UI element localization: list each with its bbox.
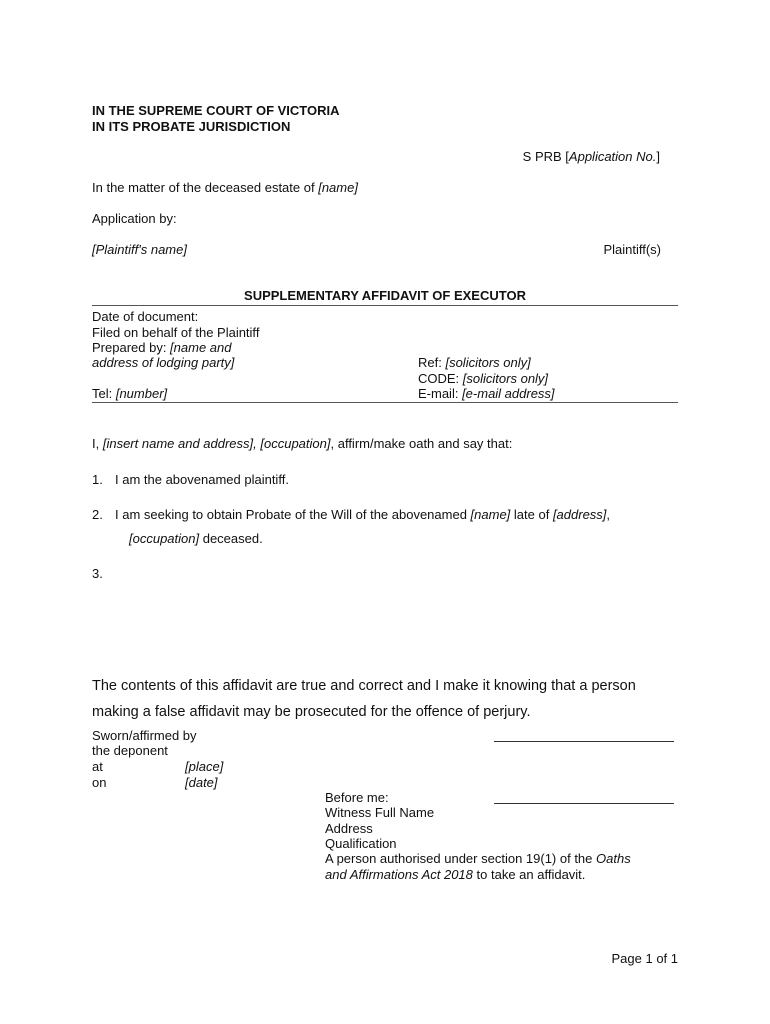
deceased-name: [name] <box>318 180 358 195</box>
before-me: Before me: <box>325 790 389 805</box>
telephone: Tel: [number] <box>92 386 168 401</box>
details-divider <box>92 402 678 403</box>
prepared-by-address: address of lodging party] <box>92 355 235 370</box>
on-label: on <box>92 775 107 790</box>
prepared-by: Prepared by: [name and <box>92 340 232 355</box>
plaintiff-name: [Plaintiff's name] <box>92 242 187 257</box>
application-number-placeholder: Application No. <box>568 149 657 164</box>
witness-full-name: Witness Full Name <box>325 805 435 820</box>
oath-statement: I, [insert name and address], [occupation], affirm/make oath and say that: <box>92 436 513 451</box>
matter-line: In the matter of the deceased estate of [name] <box>92 180 358 195</box>
place-placeholder: [place] <box>185 759 224 774</box>
witness-qualification: Qualification <box>325 836 397 851</box>
paragraph-1: I am the abovenamed plaintiff. <box>115 472 289 487</box>
the-deponent: the deponent <box>92 743 168 758</box>
declaration-line-2: making a false affidavit may be prosecuted for the offence of perjury. <box>92 704 531 720</box>
code: CODE: [solicitors only] <box>418 371 549 386</box>
authorised-person-line-2: and Affirmations Act 2018 to take an affidavit. <box>325 867 586 882</box>
deponent-signature-line[interactable] <box>494 741 674 742</box>
paragraph-1-number: 1. <box>92 472 103 487</box>
application-number: S PRB [Application No.] <box>522 149 660 164</box>
sworn-by: Sworn/affirmed by <box>92 728 197 743</box>
court-line-1: IN THE SUPREME COURT OF VICTORIA <box>92 103 340 118</box>
plaintiff-role: Plaintiff(s) <box>603 242 661 257</box>
paragraph-3-number: 3. <box>92 566 103 581</box>
page-number: Page 1 of 1 <box>611 951 678 966</box>
reference: Ref: [solicitors only] <box>418 355 531 370</box>
date-placeholder: [date] <box>185 775 218 790</box>
document-title: SUPPLEMENTARY AFFIDAVIT OF EXECUTOR <box>244 288 526 303</box>
paragraph-2-line-1: I am seeking to obtain Probate of the Will of the abovenamed [name] late of [address], <box>115 507 611 522</box>
title-divider <box>92 305 678 306</box>
paragraph-2-number: 2. <box>92 507 103 522</box>
paragraph-2-line-2: [occupation] deceased. <box>129 531 263 546</box>
filed-on-behalf: Filed on behalf of the Plaintiff <box>92 325 260 340</box>
court-line-2: IN ITS PROBATE JURISDICTION <box>92 119 291 134</box>
witness-signature-line[interactable] <box>494 803 674 804</box>
authorised-person-line-1: A person authorised under section 19(1) of the Oaths <box>325 851 631 866</box>
email: E-mail: [e-mail address] <box>418 386 555 401</box>
declaration-line-1: The contents of this affidavit are true and correct and I make it knowing that a person <box>92 678 636 694</box>
application-by-label: Application by: <box>92 211 177 226</box>
witness-address: Address <box>325 821 373 836</box>
date-of-document: Date of document: <box>92 309 199 324</box>
at-label: at <box>92 759 103 774</box>
